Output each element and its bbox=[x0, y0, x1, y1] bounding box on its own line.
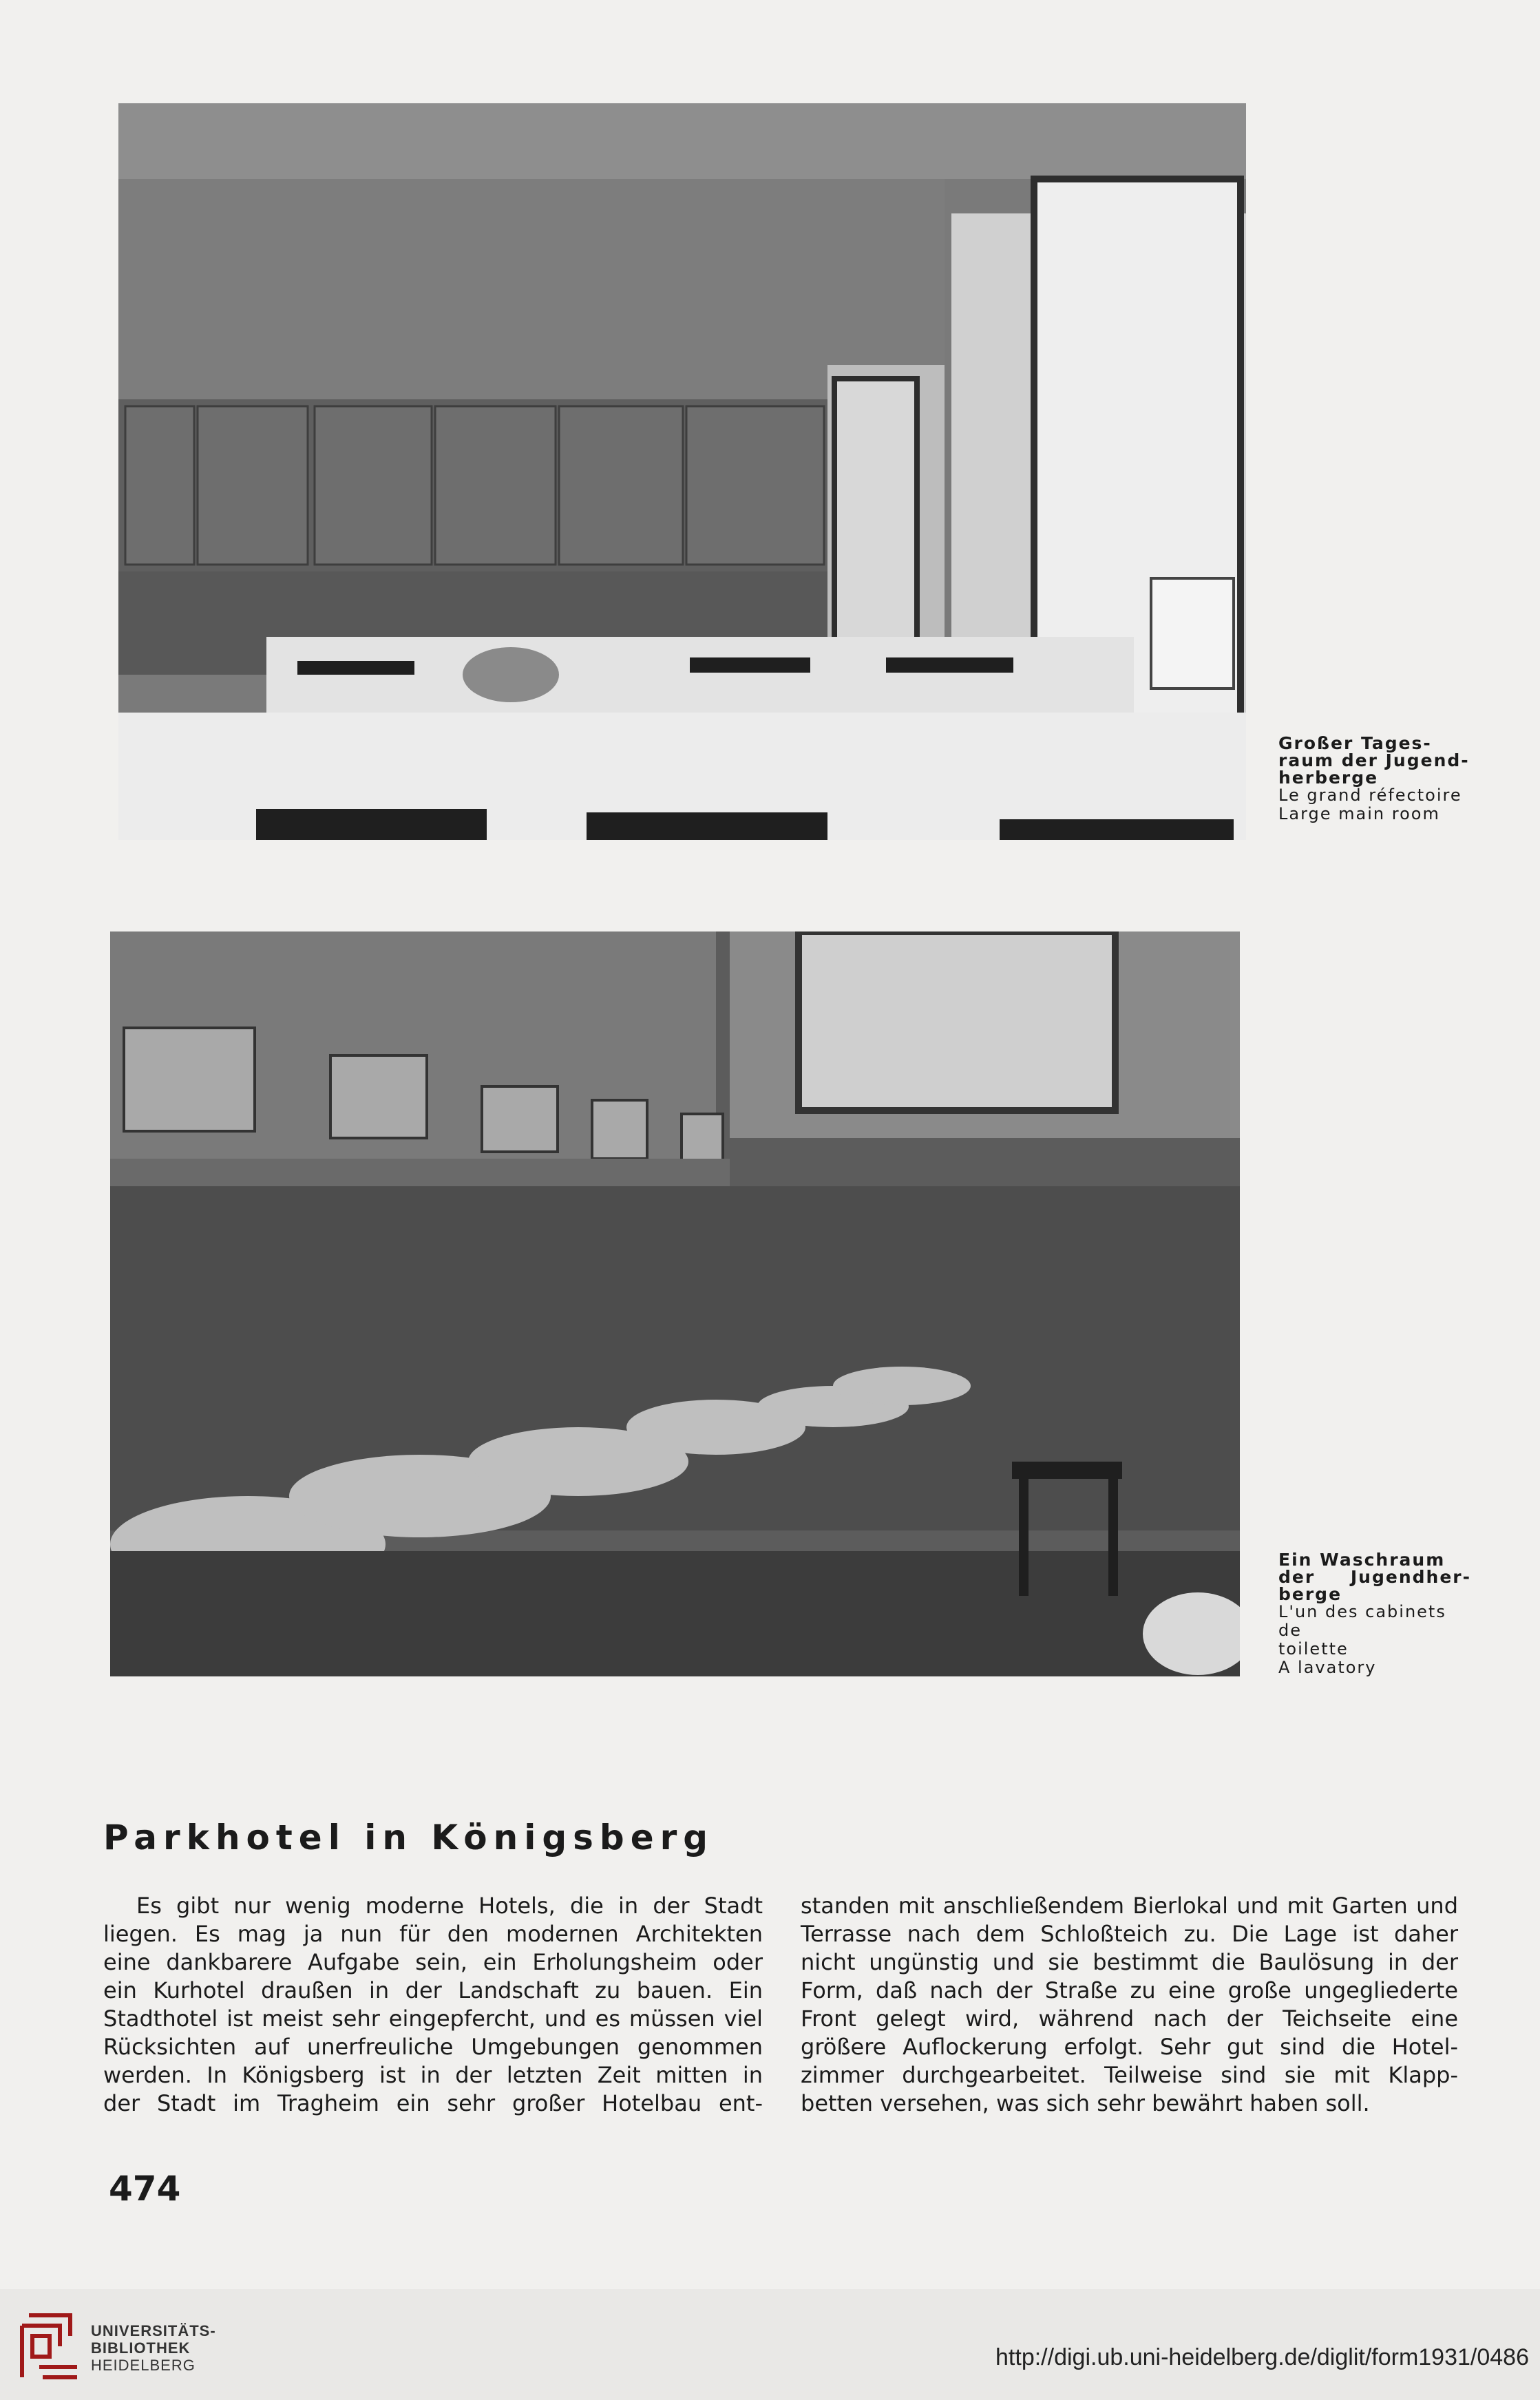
photo2-caption bbox=[1278, 1551, 1471, 1677]
col2-line-1: standen mit anschließendem Bierlokal und mit Garten und bbox=[801, 1893, 1458, 1919]
col1-line-3: eine dankbarere Aufgabe sein, ein Erholungsheim oder bbox=[103, 1949, 763, 1975]
library-name-line-2: BIBLIOTHEK bbox=[91, 2339, 191, 2357]
col1-line-6: Rücksichten auf unerfreuliche Umgebungen genommen bbox=[103, 2034, 763, 2060]
col1-line-2: liegen. Es mag ja nun für den modernen Architekten bbox=[103, 1921, 763, 1947]
photo2-caption-title-1: Ein Waschraum bbox=[1278, 1550, 1446, 1570]
library-name bbox=[91, 2322, 216, 2374]
photo1-caption-french: Le grand réfectoire bbox=[1278, 786, 1462, 805]
photo2-caption-french-2: toilette bbox=[1278, 1639, 1349, 1659]
photo2-caption-title-3: berge bbox=[1278, 1584, 1342, 1604]
article-title: Parkhotel in Königsberg bbox=[103, 1818, 715, 1857]
photo1-caption bbox=[1278, 735, 1471, 823]
library-name-line-1: UNIVERSITÄTS- bbox=[91, 2322, 216, 2339]
photo1-caption-english: Large main room bbox=[1278, 804, 1440, 823]
source-url-link[interactable]: http://digi.ub.uni-heidelberg.de/diglit/form1931/0486 bbox=[995, 2344, 1529, 2370]
photo2-caption-english: A lavatory bbox=[1278, 1658, 1377, 1677]
article-column-2 bbox=[801, 1892, 1458, 2118]
photo1-caption-title-2: raum der Jugend- bbox=[1278, 750, 1470, 770]
photo2-caption-title-2: der Jugendher- bbox=[1278, 1567, 1471, 1587]
lavatory-image bbox=[110, 931, 1240, 1676]
col2-line-6: größere Auflockerung erfolgt. Sehr gut sind die Hotel- bbox=[801, 2034, 1458, 2060]
col1-line-8: der Stadt im Tragheim ein sehr großer Hotelbau ent- bbox=[103, 2090, 763, 2116]
article-column-1 bbox=[103, 1892, 763, 2118]
col1-line-4: ein Kurhotel draußen in der Landschaft zu bauen. Ein bbox=[103, 1977, 763, 2003]
col2-line-2: Terrasse nach dem Schloßteich zu. Die Lage ist daher bbox=[801, 1921, 1458, 1947]
photo1-caption-title-3: herberge bbox=[1278, 768, 1379, 788]
photo2-caption-french-1: L'un des cabinets de bbox=[1278, 1602, 1446, 1640]
col2-line-8: betten versehen, was sich sehr bewährt haben soll. bbox=[801, 2090, 1370, 2116]
photo-main-room bbox=[118, 103, 1246, 840]
col1-line-7: werden. In Königsberg ist in der letzten Zeit mitten in bbox=[103, 2062, 763, 2088]
library-footer bbox=[0, 2289, 1540, 2400]
photo1-caption-title-1: Großer Tages- bbox=[1278, 733, 1432, 753]
library-logo-icon bbox=[15, 2308, 84, 2384]
photo-lavatory bbox=[110, 931, 1240, 1676]
col1-line-5: Stadthotel ist meist sehr eingepfercht, und es müssen viel bbox=[103, 2006, 763, 2032]
main-room-image bbox=[118, 103, 1246, 840]
col2-line-3: nicht ungünstig und sie bestimmt die Baulösung in der bbox=[801, 1949, 1458, 1975]
col2-line-7: zimmer durchgearbeitet. Teilweise sind sie mit Klapp- bbox=[801, 2062, 1458, 2088]
col2-line-4: Form, daß nach der Straße zu eine große ungegliederte bbox=[801, 1977, 1458, 2003]
col2-line-5: Front gelegt wird, während nach der Teichseite eine bbox=[801, 2006, 1458, 2032]
col1-line-1: Es gibt nur wenig moderne Hotels, die in der Stadt bbox=[136, 1893, 763, 1919]
library-name-line-3: HEIDELBERG bbox=[91, 2357, 196, 2374]
page-number: 474 bbox=[109, 2169, 181, 2209]
